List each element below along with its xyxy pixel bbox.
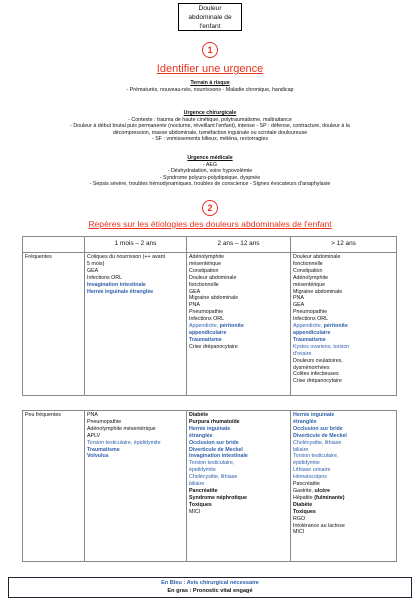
list-item: Infections ORL [189,316,225,323]
list-item: Infections ORL [293,316,329,323]
list-item: biliaire [293,446,309,453]
list-item: Toxiques [293,508,316,515]
title-line: Douleur [198,5,222,12]
list-item: Adénolymphite [293,274,329,281]
list-item: dysménorrhées [293,364,330,371]
surgical-line: - Contexte : trauma de haute cinétique, polytraumatisme, maltraitance [128,116,292,123]
row-label-rare: Peu fréquentes [23,411,85,562]
list-item: Hématocolpos [293,474,327,481]
list-item: Constipation [293,267,323,274]
list-item: Occlusion sur bride [293,425,343,432]
medical-line: - Syndrome polyuro-polydipsique, dyspnée [159,174,261,181]
list-item: épididymite [293,460,320,467]
cell-list [85,253,187,396]
list-item: MICI [293,529,305,536]
list-item: APLV [87,432,101,439]
list-item: Crise drépanocytaire [293,378,342,385]
list-item: Hernie inguinale [189,425,231,432]
header-age-2y-12y: 2 ans – 12 ans [187,237,291,253]
cell-list [187,411,291,562]
list-item: 5 mois) [87,260,105,267]
list-item: Traumatisme [87,446,120,453]
list-item: Pancréatite [293,481,320,488]
list-item: Pancréatite [189,487,218,494]
list-item: Douleur abdominale [293,254,341,260]
section-title-urgence: Identifier une urgence [156,63,264,75]
list-item: Torsion testiculaire, [189,460,235,467]
etiology-table-frequent [22,236,397,396]
list-item: Pneumopathie [293,309,328,316]
list-item: Toxiques [189,501,212,508]
list-item: Invagination intestinale [189,453,248,460]
risk-text: - Prématurés, nouveau-nés, nourrissons - Maladie chronique, handicap [126,86,294,93]
list-item: Coliques du nourrisson (++ avant [87,254,166,260]
medical-heading: Urgence médicale [187,155,233,161]
surgical-heading: Urgence chirurgicale [183,110,237,116]
header-age-1m-2y: 1 mois – 2 ans [85,237,187,253]
document-title [178,3,242,31]
table-row [23,411,397,562]
list-item: Syndrome néphrotique [189,494,247,501]
list-item: Invagination intestinale [87,281,146,288]
list-item: Traumatisme [293,336,326,343]
list-item: Hernie inguinale [293,412,335,418]
cell-list [85,411,187,562]
title-line: l'enfant [199,23,221,31]
list-item: Hépatite (fulminante) [293,494,345,501]
surgical-line: - SF : vomissements bilieux, méléna, rectorragies [152,136,268,143]
list-item: Adénolymphite [189,254,225,260]
list-item: Diabète [293,501,313,508]
title-line: abdominale de [188,14,232,22]
legend-bold-meaning: En gras : Pronostic vital engagé [167,588,253,594]
section-number-2: 2 [202,200,218,216]
list-item: Gastrite, ulcère [293,487,331,494]
list-item: Lithiase urinaire [293,467,331,474]
list-item: Diverticule de Meckel [293,432,347,439]
list-item: Occlusion sur bride [189,439,239,446]
list-item: Torsion testiculaire, [293,453,339,460]
list-item: PNA [87,412,98,418]
list-item: Migraine abdominale [293,288,343,295]
list-item: Constipation [189,267,219,274]
list-item: étranglée [189,432,213,439]
surgical-block [0,110,420,143]
list-item: GEA [189,288,201,295]
list-item: Traumatisme [189,336,222,343]
cell-list [187,253,291,396]
list-item: Purpura rhumatoïde [189,418,240,425]
etiology-table-rare [22,410,397,562]
list-item: Appendicite, péritonite [293,323,348,330]
header-empty-cell [23,237,85,253]
list-item: Douleur abdominale [189,274,237,281]
list-item: Torsion testiculaire, épididymite [87,439,161,446]
list-item: MICI [189,508,201,515]
cell-list [291,411,397,562]
table-row [23,253,397,396]
list-item: Cholécystite, lithiase [189,474,238,481]
list-item: fonctionnelle [189,281,219,288]
surgical-line: - Douleur à début brutal puis permanente (nocturne, réveillant l'enfant), intense - SP : défense, contracture, douleur à la [70,123,350,130]
list-item: biliaire [189,481,205,488]
list-item: Douleurs ovulatoires, [293,357,343,364]
list-item: appendiculaire [293,329,331,336]
header-age-over-12y: > 12 ans [291,237,397,253]
list-item: Crise drépanocytaire [189,343,238,350]
medical-block [0,155,420,188]
risk-block [0,80,420,93]
list-item: Pneumopathie [87,418,122,425]
list-item: Pneumopathie [189,309,224,316]
risk-heading: Terrain à risque [190,80,230,86]
list-item: appendiculaire [189,329,227,336]
list-item: Migraine abdominale [189,295,239,302]
cell-list [291,253,397,396]
list-item: Kystes ovariens, torsion [293,343,350,350]
list-item: d'ovaire [293,350,312,357]
list-item: mésentérique [293,281,326,288]
list-item: GEA [293,302,305,309]
list-item: Colites infectieuses [293,371,339,378]
list-item: Diverticule de Meckel [189,446,243,453]
list-item: Diabète [189,412,209,418]
list-item: Adénolymphite mésentérique [87,425,156,432]
list-item: Infections ORL [87,274,123,281]
legend-blue-meaning: En Bleu : Avis chirurgical nécessaire [161,580,259,586]
list-item: Appendicite, péritonite [189,323,244,330]
legend-box [8,577,412,598]
list-item: PNA [189,302,200,309]
list-item: Volvulus [87,453,109,460]
list-item: RGO [293,515,306,522]
list-item: GEA [87,267,99,274]
medical-line: - Sepsis sévère, troubles hémodynamiques, troubles de conscience - Signes évocateurs d'anaphylaxie [89,181,331,188]
row-label-frequent: Fréquentes [23,253,85,396]
list-item: PNA [293,295,304,302]
section-number-1: 1 [202,42,218,58]
list-item: Hernie inguinale étranglée [87,288,154,295]
surgical-line: décompression, masse abdominale, tuméfaction inguinale ou scrotale douloureuse [112,129,308,136]
list-item: mésentérique [189,260,222,267]
list-item: fonctionnelle [293,260,323,267]
medical-line: - Déshydratation, voire hypovolémie [167,168,253,175]
list-item: étranglée [293,418,317,425]
medical-line: - AEG [202,161,218,168]
list-item: Cholécystite, lithiase [293,439,342,446]
list-item: Intolérance au lactose [293,522,345,529]
table-header-row [23,237,397,253]
list-item: épididymite [189,467,216,474]
section-title-etiologies: Repères sur les étiologies des douleurs abdominales de l'enfant [88,219,332,229]
